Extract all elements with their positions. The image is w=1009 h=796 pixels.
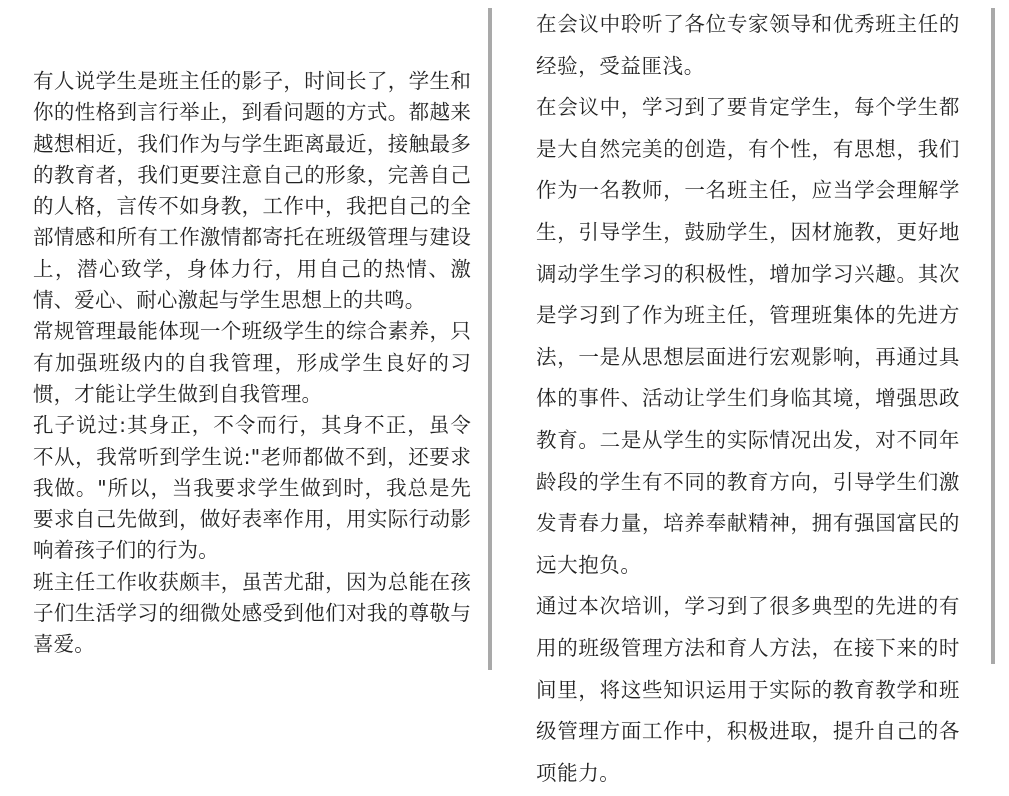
left-column-divider [488, 8, 492, 670]
right-paragraph-2: 在会议中，学习到了要肯定学生，每个学生都是大自然完美的创造，有个性，有思想，我们作为一名教师，一名班主任，应当学会理解学生，引导学生，鼓励学生，因材施教，更好地调动学生学习的积极性，增加学习兴趣。其次是学习到了作为班主任，管理班集体的先进方法，一是从思想层面进行宏观影响，再通过具体的事件、活动让学生们身临其境，增强思政教育。二是从学生的实际情况出发，对不同年龄段的学生有不同的教育方向，引导学生们激发青春力量，培养奉献精神，拥有强国富民的远大抱负。 [536, 95, 960, 577]
scrollbar-thumb[interactable] [991, 8, 995, 664]
left-paragraph-3: 孔子说过:其身正，不令而行，其身不正，虽令不从，我常听到学生说:"老师都做不到，还要求我做。"所以，当我要求学生做到时，我总是先要求自己先做到，做好表率作用，用实际行动影响着孩子们的行为。 [33, 413, 471, 563]
right-text-column [536, 4, 960, 794]
right-paragraph-3: 通过本次培训，学习到了很多典型的先进的有用的班级管理方法和育人方法，在接下来的时间里，将这些知识运用于实际的教育教学和班级管理方面工作中，积极进取，提升自己的各项能力。 [536, 594, 960, 785]
left-paragraph-2: 常规管理最能体现一个班级学生的综合素养，只有加强班级内的自我管理，形成学生良好的习惯，才能让学生做到自我管理。 [33, 319, 471, 406]
left-text-column [33, 66, 471, 661]
left-paragraph-1: 有人说学生是班主任的影子，时间长了，学生和你的性格到言行举止，到看问题的方式。都越来越想相近，我们作为与学生距离最近，接触最多的教育者，我们更要注意自己的形象，完善自己的人格，言传不如身教，工作中，我把自己的全部情感和所有工作激情都寄托在班级管理与建设上，潜心致学，身体力行，用自己的热情、激情、爱心、耐心激起与学生思想上的共鸣。 [33, 69, 471, 313]
left-paragraph-4: 班主任工作收获颇丰，虽苦尤甜，因为总能在孩子们生活学习的细微处感受到他们对我的尊敬与喜爱。 [33, 569, 471, 657]
right-paragraph-1: 在会议中聆听了各位专家领导和优秀班主任的经验，受益匪浅。 [536, 12, 960, 78]
